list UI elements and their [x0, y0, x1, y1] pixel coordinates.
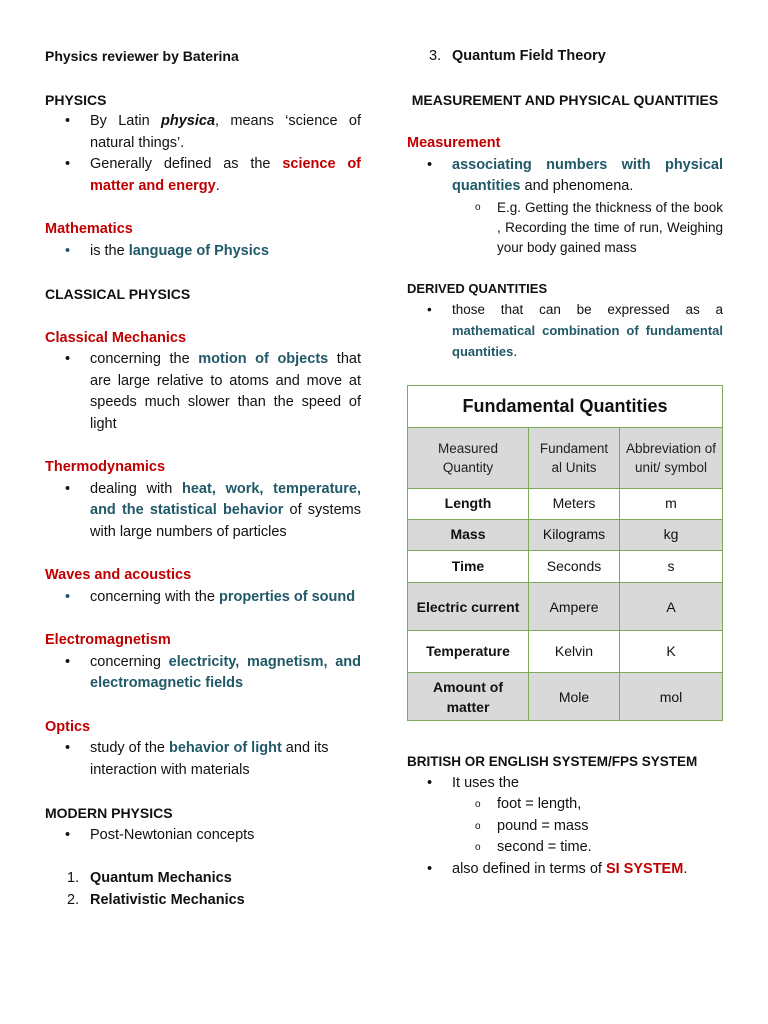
list-item: 1. Quantum Mechanics	[67, 870, 232, 886]
list-item: • those that can be expressed as a mathematical combination of fundamental quantities.	[427, 302, 723, 359]
table-row: Amount of matter Mole mol	[408, 673, 723, 721]
em-heading: Electromagnetism	[45, 632, 171, 648]
column-header: Measured Quantity	[408, 428, 529, 489]
list-item: 2. Relativistic Mechanics	[67, 891, 245, 908]
british-heading: BRITISH OR ENGLISH SYSTEM/FPS SYSTEM	[407, 754, 698, 769]
table-row: Temperature Kelvin K	[408, 631, 723, 673]
column-header: Abbreviation of unit/ symbol	[620, 428, 723, 489]
table-row: Time Seconds s	[408, 551, 723, 583]
thermo-heading: Thermodynamics	[45, 459, 166, 475]
cm-heading: Classical Mechanics	[45, 329, 187, 346]
list-item: • associating numbers with physical quantities and phenomena.	[427, 156, 723, 194]
list-item: o foot = length,	[475, 796, 582, 812]
measurement-title: Measurement	[407, 135, 501, 151]
physics-list	[45, 111, 361, 197]
list-item: • By Latin physica, means ‘science of natural things’.	[65, 113, 362, 151]
list-item: • dealing with heat, work, temperature, and the statistical behavior of systems with large numbers of particles	[65, 480, 361, 540]
list-item: o second = time.	[475, 839, 592, 855]
list-item: • is the language of Physics	[65, 242, 269, 259]
measurement-heading: MEASUREMENT AND PHYSICAL QUANTITIES	[411, 91, 719, 108]
list-item: • study of the behavior of light and its interaction with materials	[65, 740, 329, 778]
list-item: o E.g. Getting the thickness of the book , Recording the time of run, Weighing your body gained mass	[475, 199, 723, 255]
waves-heading: Waves and acoustics	[45, 567, 192, 583]
optics-heading: Optics	[45, 718, 91, 735]
list-item: • concerning with the properties of sound	[65, 588, 356, 605]
list-item: • concerning electricity, magnetism, and electromagnetic fields	[65, 653, 362, 691]
classical-heading: CLASSICAL PHYSICS	[45, 286, 191, 302]
list-item: • Post-Newtonian concepts	[65, 826, 255, 843]
derived-heading: DERIVED QUANTITIES	[407, 280, 548, 296]
numbered-list	[45, 868, 361, 911]
column-header: Fundament al Units	[529, 428, 620, 489]
right-column	[407, 46, 723, 880]
fundamental-quantities-table	[407, 385, 723, 721]
list-item: • also defined in terms of SI SYSTEM.	[427, 860, 688, 877]
list-item: 3. Quantum Field Theory	[429, 48, 606, 64]
list-item: • concerning the motion of objects that are large relative to atoms and move at speeds much slower than the speed of light	[65, 351, 361, 432]
list-item: o pound = mass	[475, 817, 589, 834]
table-row: Electric current Ampere A	[408, 583, 723, 631]
document-title: Physics reviewer by Baterina	[45, 48, 239, 64]
left-column	[45, 46, 361, 911]
table-title: Fundamental Quantities	[408, 386, 723, 428]
modern-heading: MODERN PHYSICS	[45, 805, 173, 821]
table-row: Mass Kilograms kg	[408, 520, 723, 551]
list-item: • It uses the	[427, 774, 519, 791]
math-heading: Mathematics	[45, 221, 133, 237]
physics-heading: PHYSICS	[45, 91, 107, 108]
table-row: Length Meters m	[408, 489, 723, 520]
list-item: • Generally defined as the science of matter and energy.	[65, 156, 362, 194]
